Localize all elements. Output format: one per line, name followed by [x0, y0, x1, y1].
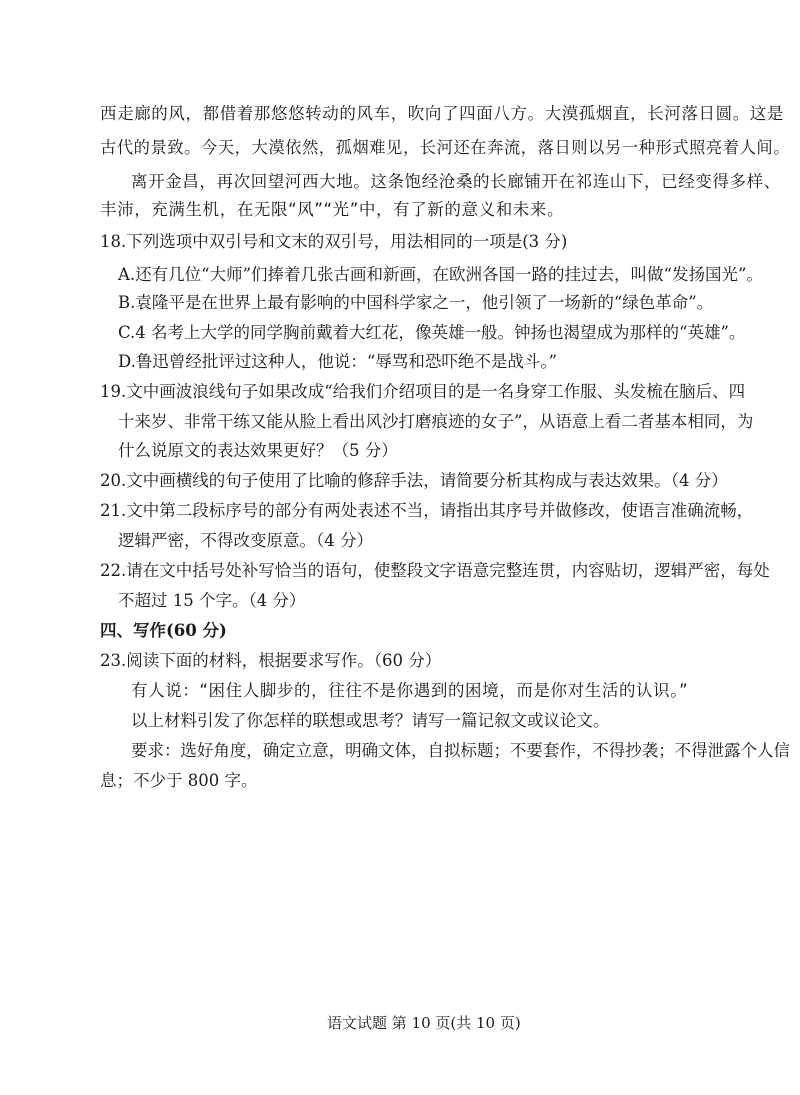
question-23-prompt: 以上材料引发了你怎样的联想或思考？请写一篇记叙文或议论文。 — [131, 711, 610, 730]
question-22-line-1: 22.请在文中括号处补写恰当的语句，使整段文字语意完整连贯，内容贴切，逻辑严密，每处 — [100, 561, 770, 580]
passage-line-3: 离开金昌，再次回望河西大地。这条饱经沧桑的长廊铺开在祁连山下，已经变得多样、 — [131, 172, 781, 191]
question-18-option-d: D.鲁迅曾经批评过这种人，他说：“辱骂和恐吓绝不是战斗。” — [118, 352, 558, 371]
question-18-option-a: A.还有几位“大师”们捧着几张古画和新画，在欧洲各国一路的挂过去，叫做“发扬国光”。 — [118, 265, 763, 284]
question-18-option-c: C.4 名考上大学的同学胸前戴着大红花，像英雄一般。钟扬也渴望成为那样的“英雄”。 — [118, 323, 746, 342]
question-22-line-2: 不超过 15 个字。（4 分） — [118, 591, 306, 610]
page-footer: 语文试题 第 10 页(共 10 页) — [327, 1014, 521, 1032]
question-20-line-1: 20.文中画横线的句子使用了比喻的修辞手法，请简要分析其构成与表达效果。（4 分） — [100, 471, 728, 490]
question-23-requirements-line-1: 要求：选好角度，确定立意，明确文体，自拟标题；不要套作，不得抄袭；不得泄露个人信 — [131, 741, 791, 760]
question-21-line-1: 21.文中第二段标序号的部分有两处表述不当，请指出其序号并做修改，使语言准确流畅， — [100, 501, 754, 520]
question-23-stem: 23.阅读下面的材料，根据要求写作。（60 分） — [100, 651, 442, 670]
section-4-heading: 四、写作(60 分) — [100, 621, 227, 640]
passage-line-4: 丰沛，充满生机，在无限“风”“光”中，有了新的意义和未来。 — [100, 200, 565, 219]
passage-line-1: 西走廊的风，都借着那悠悠转动的风车，吹向了四面八方。大漠孤烟直，长河落日圆。这是 — [100, 104, 784, 123]
question-18-option-b: B.袁隆平是在世界上最有影响的中国科学家之一，他引领了一场新的“绿色革命”。 — [118, 293, 714, 312]
passage-line-2: 古代的景致。今天，大漠依然，孤烟难见，长河还在奔流，落日则以另一种形式照亮着人间。 — [100, 138, 791, 157]
question-23-requirements-line-2: 息；不少于 800 字。 — [100, 771, 258, 790]
question-19-line-1: 19.文中画波浪线句子如果改成“给我们介绍项目的是一名身穿工作服、头发梳在脑后、四 — [100, 382, 746, 401]
question-19-line-2: 十来岁、非常干练又能从脸上看出风沙打磨痕迹的女子”，从语意上看二者基本相同，为 — [118, 412, 754, 431]
question-18-stem: 18.下列选项中双引号和文末的双引号，用法相同的一项是(3 分) — [100, 232, 568, 251]
question-23-quote: 有人说：“困住人脚步的，往往不是你遇到的困境，而是你对生活的认识。” — [131, 681, 689, 700]
question-21-line-2: 逻辑严密，不得改变原意。（4 分） — [118, 531, 373, 550]
question-19-line-3: 什么说原文的表达效果更好？（5 分） — [118, 441, 398, 460]
